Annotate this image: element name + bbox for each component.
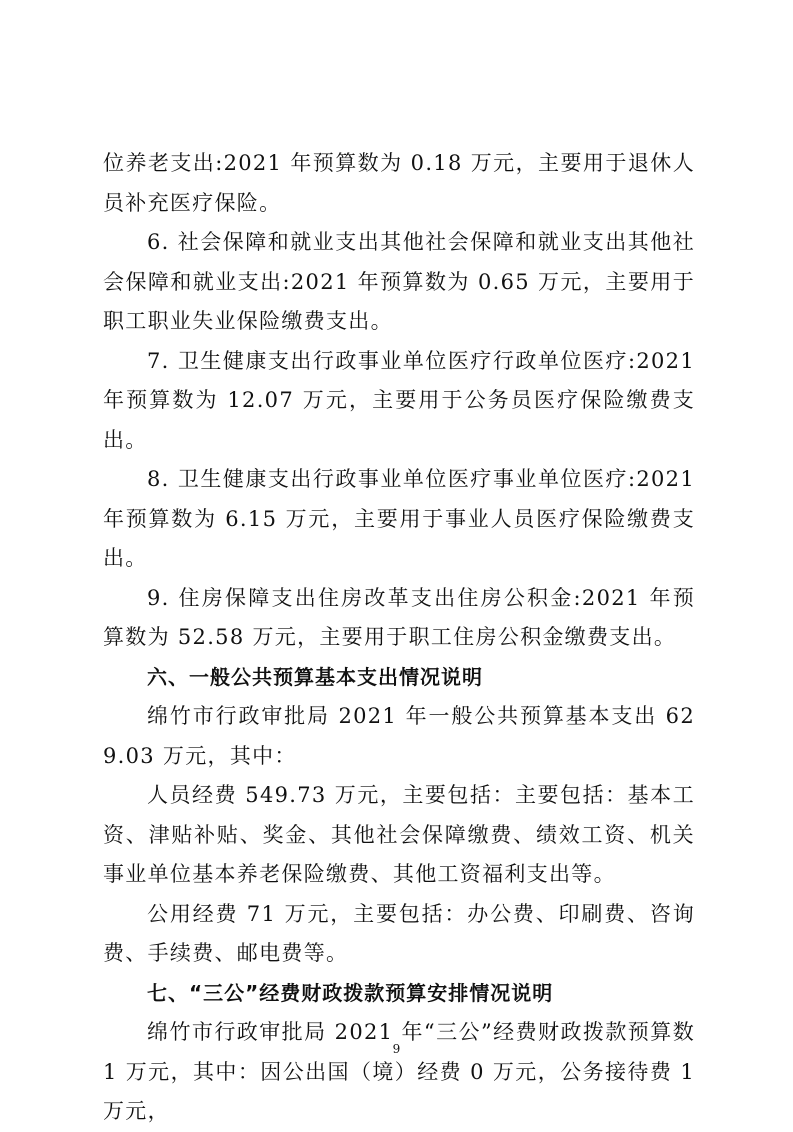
paragraph-item-7: 7. 卫生健康支出行政事业单位医疗行政单位医疗:2021 年预算数为 12.07 万元，主要用于公务员医疗保险缴费支出。 (103, 348, 695, 452)
paragraph-item-6: 6. 社会保障和就业支出其他社会保障和就业支出其他社会保障和就业支出:2021 年预算数为 0.65 万元，主要用于职工职业失业保险缴费支出。 (103, 230, 695, 333)
paragraph-item-8: 8. 卫生健康支出行政事业单位医疗事业单位医疗:2021 年预算数为 6.15 万元，主要用于事业人员医疗保险缴费支出。 (103, 467, 695, 570)
paragraph-personnel-costs: 人员经费 549.73 万元，主要包括：主要包括：基本工资、津贴补贴、奖金、其他社会保障缴费、绩效工资、机关事业单位基本养老保险缴费、其他工资福利支出等。 (103, 783, 695, 886)
section-heading-6: 六、一般公共预算基本支出情况说明 (147, 664, 483, 689)
paragraph-public-costs: 公用经费 71 万元，主要包括：办公费、印刷费、咨询费、手续费、邮电费等。 (103, 901, 695, 965)
document-body (103, 144, 695, 1132)
paragraph-pension-continuation: 位养老支出:2021 年预算数为 0.18 万元，主要用于退休人员补充医疗保险。 (103, 151, 695, 215)
page-number: 9 (392, 1042, 401, 1056)
paragraph-three-public-expenses: 绵竹市行政审批局 2021 年“三公”经费财政拨款预算数 1 万元，其中：因公出国（境）经费 0 万元，公务接待费 1 万元， (103, 1020, 695, 1123)
paragraph-basic-expenditure: 绵竹市行政审批局 2021 年一般公共预算基本支出 629.03 万元，其中： (103, 704, 695, 768)
paragraph-item-9: 9. 住房保障支出住房改革支出住房公积金:2021 年预算数为 52.58 万元，主要用于职工住房公积金缴费支出。 (103, 585, 695, 649)
section-heading-7: 七、“三公”经费财政拨款预算安排情况说明 (147, 980, 554, 1005)
